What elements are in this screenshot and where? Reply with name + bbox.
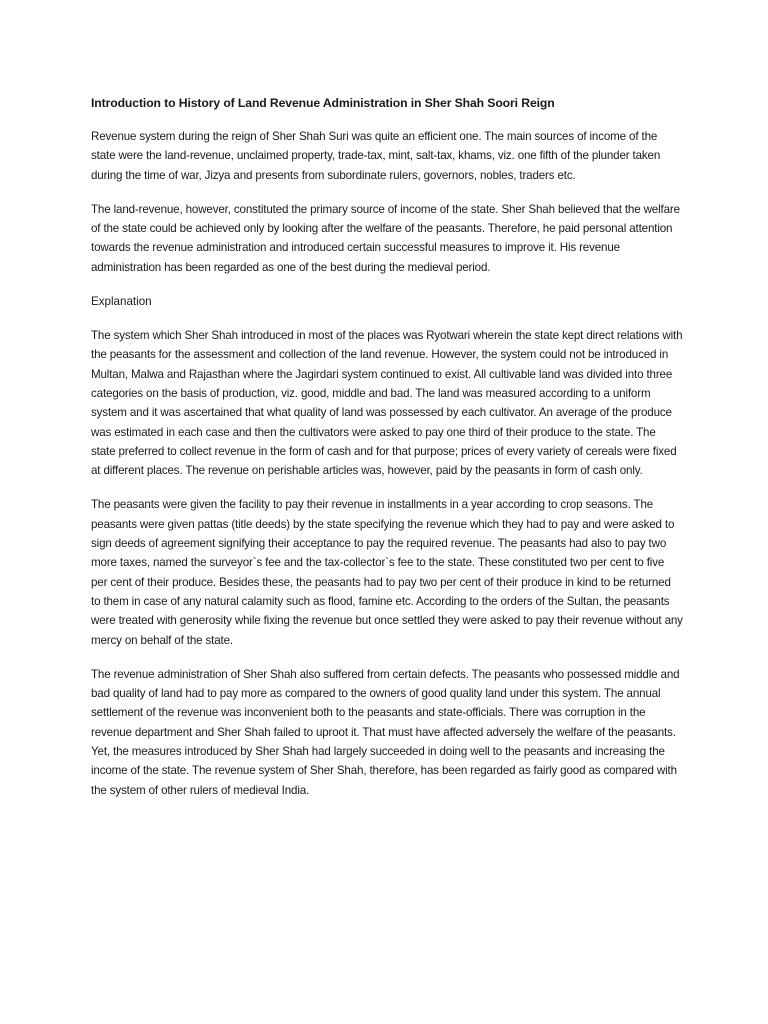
intro-paragraph-1: Revenue system during the reign of Sher Shah Suri was quite an efficient one. The main sources of income of the state were the land-revenue, unclaimed property, trade-tax, mint, salt-tax, khams, viz. one fifth of the plunder taken during the time of war, Jizya and presents from subordinate rulers, governors, nobles, traders etc. bbox=[91, 130, 661, 182]
document-title: Introduction to History of Land Revenue Administration in Sher Shah Soori Reign bbox=[91, 96, 555, 110]
body-paragraph-installments: The peasants were given the facility to pay their revenue in installments in a year according to crop seasons. The peasants were given pattas (title deeds) by the state specifying the revenue which they had to pay and were asked to sign deeds of agreement signifying their acceptance to pay the required revenue. The peasants had also to pay two more taxes, named the surveyor`s fee and the tax-collector`s fee to the state. These constituted two per cent to five per cent of their produce. Besides these, the peasants had to pay two per cent of their produce in kind to be returned to them in case of any natural calamity such as flood, famine etc. According to the orders of the Sultan, the peasants were treated with generosity while fixing the revenue but once settled they were asked to pay their revenue without any mercy on behalf of the state. bbox=[91, 498, 683, 647]
section-heading-explanation: Explanation bbox=[91, 295, 152, 309]
document-page bbox=[91, 94, 683, 815]
intro-paragraph-2: The land-revenue, however, constituted the primary source of income of the state. Sher Shah believed that the welfare of the state could be achieved only by looking after the welfare of the peasants. Therefore, he paid personal attention towards the revenue administration and introduced certain successful measures to improve it. His revenue administration has been regarded as one of the best during the medieval period. bbox=[91, 202, 680, 274]
body-paragraph-ryotwari: The system which Sher Shah introduced in most of the places was Ryotwari wherein the state kept direct relations with the peasants for the assessment and collection of the land revenue. However, the system could not be introduced in Multan, Malwa and Rajasthan where the Jagirdari system continued to exist. All cultivable land was divided into three categories on the basis of production, viz. good, middle and bad. The land was measured according to a uniform system and it was ascertained that what quality of land was possessed by each cultivator. An average of the produce was estimated in each case and then the cultivators were asked to pay one third of their produce to the state. The state preferred to collect revenue in the form of cash and for that purpose; prices of every variety of cereals were fixed at different places. The revenue on perishable articles was, however, paid by the peasants in form of cash only. bbox=[91, 329, 683, 478]
body-paragraph-defects: The revenue administration of Sher Shah also suffered from certain defects. The peasants who possessed middle and bad quality of land had to pay more as compared to the owners of good quality land under this system. The annual settlement of the revenue was inconvenient both to the peasants and state-officials. There was corruption in the revenue department and Sher Shah failed to uproot it. That must have affected adversely the welfare of the peasants. Yet, the measures introduced by Sher Shah had largely succeeded in doing well to the peasants and increasing the income of the state. The revenue system of Sher Shah, therefore, has been regarded as fairly good as compared with the system of other rulers of medieval India. bbox=[91, 667, 680, 797]
